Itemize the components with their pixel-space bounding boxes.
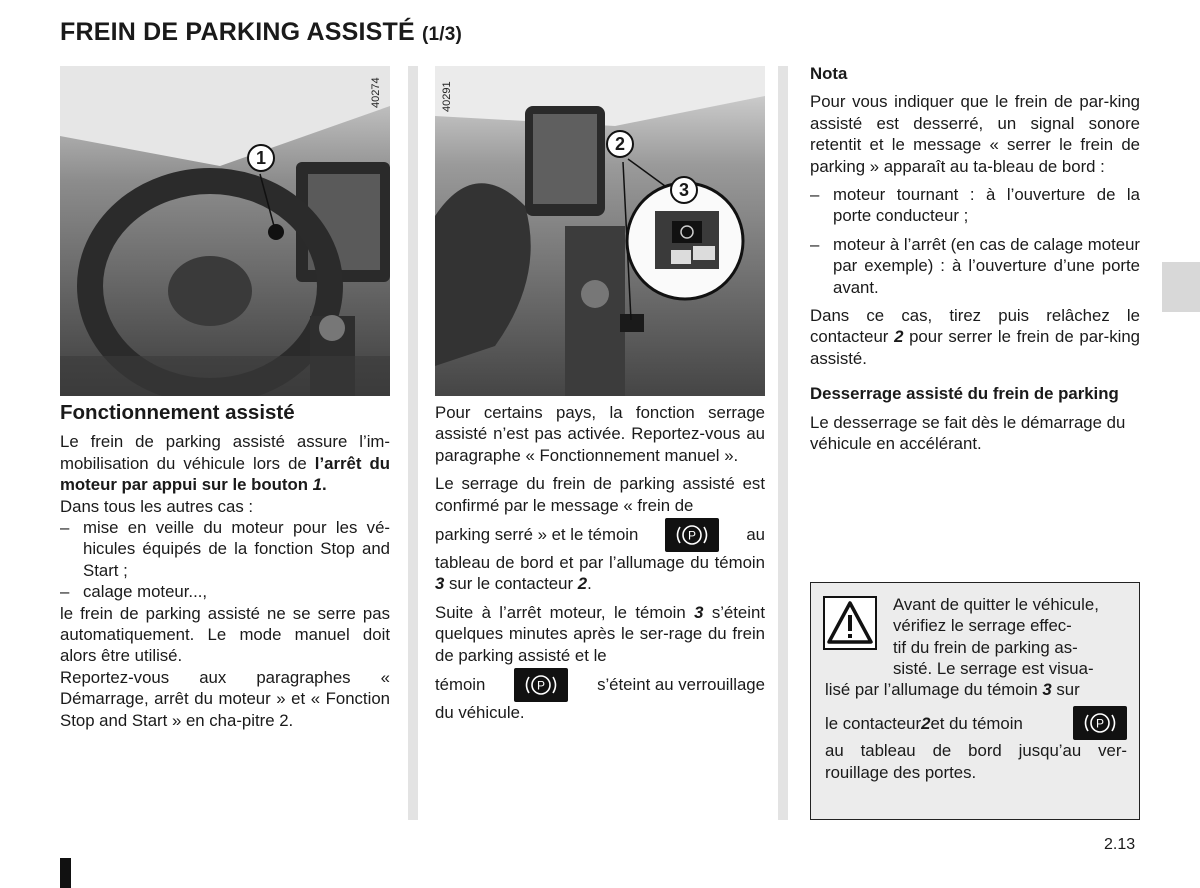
svg-text:P: P [688, 528, 697, 543]
list-item-text: mise en veille du moteur pour les vé-hicules équipés de la fonction Stop and Start ; [83, 518, 390, 580]
list-item-text: moteur à l’arrêt (en cas de calage moteur par exemple) : à l’ouverture d’une porte avant. [833, 234, 1140, 297]
figure-ref: 40291 [441, 81, 453, 112]
bold-number: 2 [894, 327, 904, 347]
list-item-text: calage moteur..., [83, 582, 208, 602]
paragraph: Le desserrage se fait dès le démarrage du véhicule en accélérant. [810, 412, 1126, 454]
warning-icon [823, 596, 877, 650]
paragraph: Reportez-vous aux paragraphes « Démarrage, arrêt du moteur » et « Fonction Stop and Start » en cha-pitre 2. [60, 667, 390, 730]
column-1 [60, 402, 390, 731]
warning-line: tif du frein de parking as- [893, 637, 1078, 657]
svg-text:P: P [1095, 716, 1105, 731]
bold-number: 1 [312, 475, 323, 495]
text: sur [1051, 680, 1080, 699]
bold-text: . [322, 475, 327, 495]
bold-number: 2 [577, 574, 588, 594]
text: s’éteint quelques minutes après le ser-rage du frein de parking assisté et le [435, 602, 765, 665]
paragraph [435, 552, 765, 595]
page-number: 2.13 [1104, 836, 1136, 853]
warning-text-bottom [825, 679, 1127, 783]
text: témoin [435, 675, 486, 695]
paragraph: le frein de parking assisté ne se serre pas automatiquement. Le mode manuel doit alors être utilisé. [60, 603, 390, 666]
paragraph: Dans tous les autres cas : [60, 496, 254, 516]
page-title-part: (1/3) [422, 24, 463, 45]
text: au [746, 525, 765, 545]
warning-text-top [893, 594, 1125, 680]
text: tableau de bord et par l’allumage du témoin [435, 553, 765, 573]
warning-line: sisté. Le serrage est visua- [893, 659, 1094, 679]
nota-heading: Nota [810, 64, 848, 83]
parking-brake-warning-icon [1073, 706, 1127, 740]
paragraph [60, 431, 390, 495]
bold-number: 2 [921, 713, 931, 733]
page-title [60, 18, 462, 47]
section-heading: Fonctionnement assisté [60, 401, 295, 424]
bold-number: 3 [435, 574, 445, 594]
paragraph: Pour vous indiquer que le frein de par-king assisté est desserré, un signal sonore retentit et le message « serrer le frein de parking » apparaît au ta-bleau de bord : [810, 92, 1140, 176]
list-item-text: moteur tournant : à l’ouverture de la porte conducteur ; [833, 185, 1140, 226]
paragraph: Le serrage du frein de parking assisté est confirmé par le message « frein de [435, 474, 765, 515]
list-item: – moteur à l’arrêt (en cas de calage moteur par exemple) : à l’ouverture d’une porte avant. [810, 234, 1140, 297]
paragraph-line-with-icon [435, 518, 765, 552]
warning-line-with-icon [825, 706, 1127, 740]
text: . [587, 574, 592, 594]
warning-line: vérifiez le serrage effec- [893, 616, 1072, 636]
console-illustration [435, 66, 765, 396]
figure-dashboard-photo [60, 66, 390, 396]
list-item: – mise en veille du moteur pour les vé-hicules équipés de la fonction Stop and Start ; [60, 518, 390, 580]
list-item: – calage moteur..., [60, 581, 390, 602]
paragraph: du véhicule. [435, 703, 525, 723]
column-2 [435, 402, 765, 723]
page-title-text: FREIN DE PARKING ASSISTÉ [60, 18, 415, 46]
paragraph [435, 602, 765, 666]
column-3 [810, 63, 1140, 455]
parking-brake-warning-icon [514, 668, 568, 702]
figure-console-photo [435, 66, 765, 396]
paragraph: Pour certains pays, la fonction serrage assisté n’est pas activée. Reportez-vous au paragraphe « Fonctionnement manuel ». [435, 403, 765, 465]
parking-brake-warning-icon [665, 518, 719, 552]
warning-line: Avant de quitter le véhicule, [893, 595, 1099, 614]
svg-text:P: P [537, 678, 546, 693]
callout-2: 2 [606, 130, 634, 158]
bold-number: 3 [694, 602, 704, 622]
corner-mark [60, 858, 71, 888]
text: lisé par l’allumage du témoin [825, 680, 1043, 699]
callout-3: 3 [670, 176, 698, 204]
chapter-tab [1162, 262, 1200, 312]
text: Dans ce cas, tirez puis relâchez le contacteur [810, 306, 1140, 347]
paragraph [810, 305, 1140, 369]
callout-1: 1 [247, 144, 275, 172]
warning-box [810, 582, 1140, 820]
text: pour serrer le frein de par-king assisté. [810, 327, 1140, 368]
text: parking serré » et le témoin [435, 525, 639, 545]
text: Le frein de parking assisté assure l’im-mobilisation du véhicule lors de [60, 432, 390, 473]
text: Suite à l’arrêt moteur, le témoin [435, 602, 695, 622]
bold-text: l’arrêt du moteur par appui sur le bouton [60, 453, 390, 495]
sub-heading: Desserrage assisté du frein de parking [810, 384, 1119, 404]
text: sur le contacteur [444, 574, 578, 594]
warning-line: au tableau de bord jusqu’au ver-rouillage des portes. [825, 741, 1127, 782]
column-separator [408, 66, 418, 820]
column-separator [778, 66, 788, 820]
dashboard-illustration [60, 66, 390, 396]
text: s’éteint au verrouillage [597, 675, 765, 695]
text: le contacteur [825, 713, 922, 733]
paragraph-line-with-icon [435, 668, 765, 702]
figure-ref: 40274 [370, 77, 382, 108]
warning-line [825, 679, 1127, 700]
text: et du témoin [930, 713, 1023, 733]
list-item: – moteur tournant : à l’ouverture de la porte conducteur ; [810, 185, 1140, 226]
bold-number: 3 [1042, 680, 1052, 699]
